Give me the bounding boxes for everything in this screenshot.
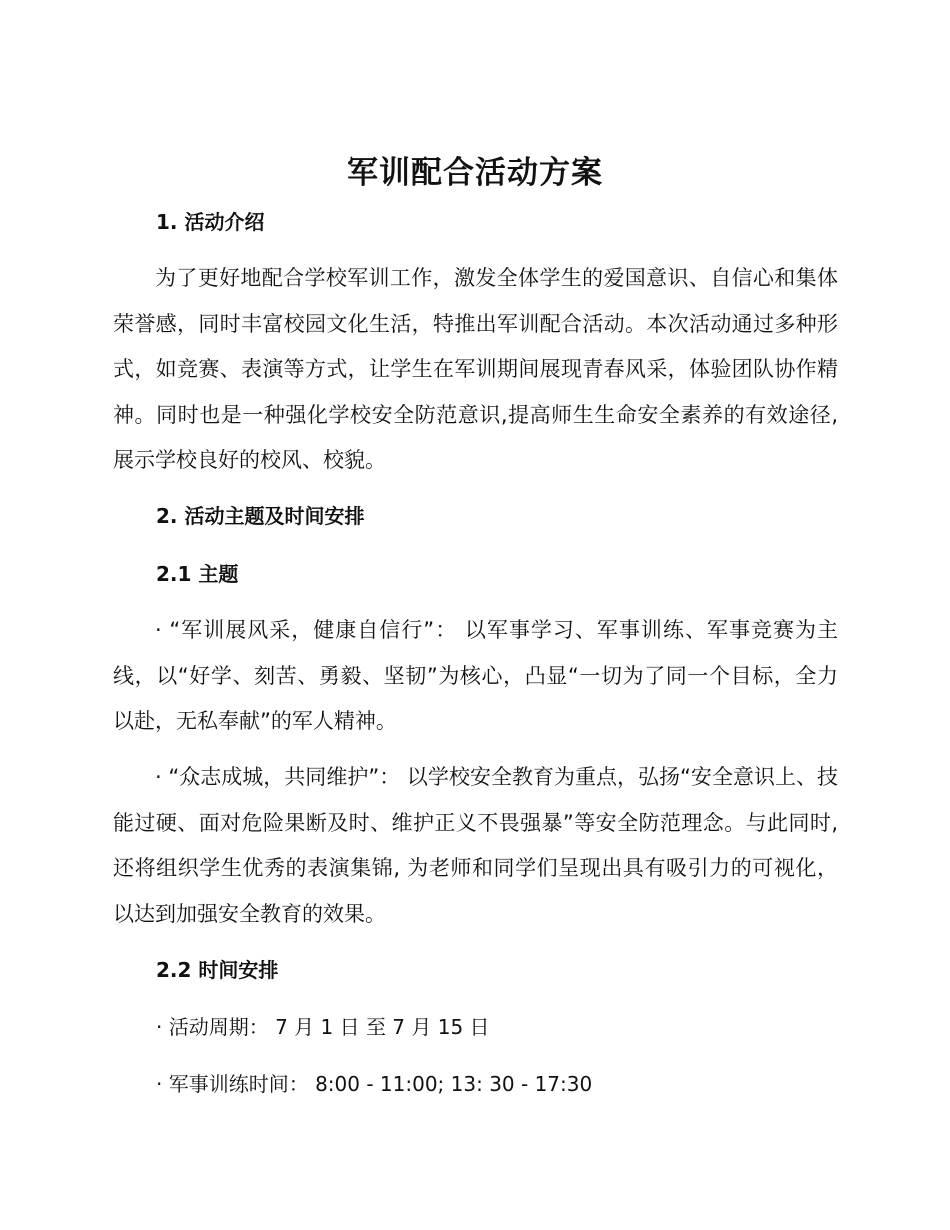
section-2-heading: 2. 活动主题及时间安排	[156, 504, 365, 528]
section-1-heading: 1. 活动介绍	[156, 210, 265, 234]
schedule-training-time: · 军事训练时间： 8:00 - 11:00; 13: 30 - 17:30	[156, 1072, 593, 1096]
section-2-2-heading: 2.2 时间安排	[156, 958, 279, 982]
document-title: 军训配合活动方案	[347, 155, 603, 191]
section-2-1-heading: 2.1 主题	[156, 562, 239, 586]
schedule-period: · 活动周期： 7 月 1 日 至 7 月 15 日	[156, 1015, 490, 1039]
section-1-paragraph: 为了更好地配合学校军训工作，激发全体学生的爱国意识、自信心和集体荣誉感，同时丰富校园文化生活，特推出军训配合活动。本次活动通过多种形式，如竞赛、表演等方式，让学生在军训期间展现青春风采，体验团队协作精神。同时也是一种强化学校安全防范意识,提高师生生命安全素养的有效途径,展示学校良好的校风、校貌。	[113, 266, 838, 472]
theme-item-1: · “军训展风采，健康自信行”： 以军事学习、军事训练、军事竞赛为主线，以“好学、刻苦、勇毅、坚韧”为核心，凸显“一切为了同一个目标，全力以赴，无私奉献”的军人精神。	[113, 618, 838, 733]
theme-item-2: · “众志成城，共同维护”： 以学校安全教育为重点，弘扬“安全意识上、技能过硬、面对危险果断及时、维护正义不畏强暴”等安全防范理念。与此同时,还将组织学生优秀的表演集锦, 为老师和同学们呈现出具有吸引力的可视化，以达到加强安全教育的效果。	[113, 765, 838, 926]
